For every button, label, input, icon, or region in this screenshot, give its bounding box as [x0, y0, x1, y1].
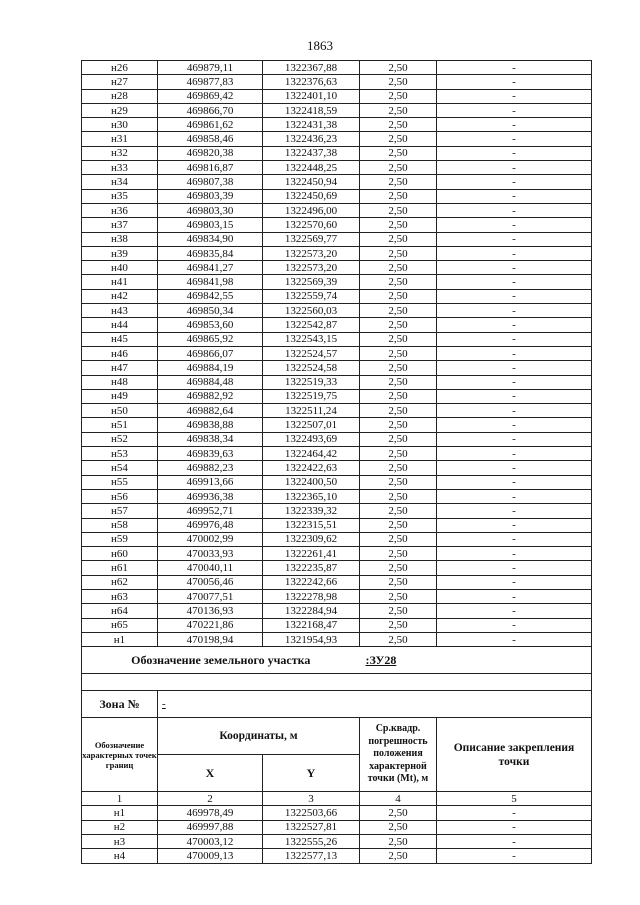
point-name: н64	[82, 604, 158, 618]
y-coordinate: 1322511,24	[263, 404, 360, 418]
y-coordinate: 1322168,47	[263, 618, 360, 632]
x-coordinate: 469877,83	[158, 75, 263, 89]
point-name: н3	[82, 835, 158, 849]
parcel-row	[82, 647, 592, 674]
accuracy-value: 2,50	[360, 575, 437, 589]
table-row	[82, 489, 592, 503]
description-value: -	[437, 461, 592, 475]
x-coordinate: 470221,86	[158, 618, 263, 632]
point-name: н61	[82, 561, 158, 575]
accuracy-value: 2,50	[360, 518, 437, 532]
accuracy-value: 2,50	[360, 103, 437, 117]
x-coordinate: 469879,11	[158, 61, 263, 75]
point-name: н47	[82, 361, 158, 375]
accuracy-value: 2,50	[360, 361, 437, 375]
x-coordinate: 470003,12	[158, 835, 263, 849]
description-value: -	[437, 604, 592, 618]
x-coordinate: 469803,39	[158, 189, 263, 203]
table-row	[82, 289, 592, 303]
y-coordinate: 1322464,42	[263, 447, 360, 461]
x-coordinate: 470077,51	[158, 589, 263, 603]
point-name: н48	[82, 375, 158, 389]
y-coordinate: 1322527,81	[263, 820, 360, 834]
description-value: -	[437, 575, 592, 589]
y-coordinate: 1322261,41	[263, 547, 360, 561]
table-row	[82, 361, 592, 375]
accuracy-value: 2,50	[360, 189, 437, 203]
y-coordinate: 1322418,59	[263, 103, 360, 117]
y-coordinate: 1322573,20	[263, 246, 360, 260]
point-name: н35	[82, 189, 158, 203]
description-value: -	[437, 518, 592, 532]
table-row	[82, 806, 592, 820]
header-point-designation: Обозначение характерных точек границ	[82, 718, 158, 792]
accuracy-value: 2,50	[360, 246, 437, 260]
x-coordinate: 469839,63	[158, 447, 263, 461]
description-value: -	[437, 332, 592, 346]
description-value: -	[437, 418, 592, 432]
zone-row	[82, 691, 592, 718]
y-coordinate: 1321954,93	[263, 632, 360, 646]
x-coordinate: 469838,88	[158, 418, 263, 432]
y-coordinate: 1322450,69	[263, 189, 360, 203]
y-coordinate: 1322524,57	[263, 346, 360, 360]
point-name: н33	[82, 161, 158, 175]
x-coordinate: 469976,48	[158, 518, 263, 532]
column-number: 2	[158, 792, 263, 806]
table-row	[82, 346, 592, 360]
point-name: н56	[82, 489, 158, 503]
description-value: -	[437, 161, 592, 175]
table-row	[82, 547, 592, 561]
table-row	[82, 475, 592, 489]
description-value: -	[437, 261, 592, 275]
description-value: -	[437, 375, 592, 389]
x-coordinate: 470198,94	[158, 632, 263, 646]
table-row	[82, 261, 592, 275]
y-coordinate: 1322401,10	[263, 89, 360, 103]
table-row	[82, 618, 592, 632]
accuracy-value: 2,50	[360, 447, 437, 461]
point-name: н32	[82, 146, 158, 160]
point-name: н43	[82, 304, 158, 318]
point-name: н1	[82, 632, 158, 646]
accuracy-value: 2,50	[360, 289, 437, 303]
point-name: н28	[82, 89, 158, 103]
table-row	[82, 604, 592, 618]
point-name: н60	[82, 547, 158, 561]
y-coordinate: 1322496,00	[263, 203, 360, 217]
accuracy-value: 2,50	[360, 132, 437, 146]
x-coordinate: 469858,46	[158, 132, 263, 146]
description-value: -	[437, 61, 592, 75]
point-name: н4	[82, 849, 158, 863]
point-name: н62	[82, 575, 158, 589]
x-coordinate: 470040,11	[158, 561, 263, 575]
header-x: X	[158, 755, 263, 792]
point-name: н34	[82, 175, 158, 189]
description-value: -	[437, 806, 592, 820]
bottom-rows	[82, 806, 592, 863]
description-value: -	[437, 175, 592, 189]
table-row	[82, 118, 592, 132]
point-name: н58	[82, 518, 158, 532]
description-value: -	[437, 835, 592, 849]
parcel-code: :ЗУ28	[360, 647, 592, 674]
x-coordinate: 469882,64	[158, 404, 263, 418]
zone-value: -	[158, 691, 592, 718]
x-coordinate: 469850,34	[158, 304, 263, 318]
y-coordinate: 1322569,77	[263, 232, 360, 246]
parcel-label: Обозначение земельного участка	[82, 647, 360, 674]
description-value: -	[437, 589, 592, 603]
table-row	[82, 61, 592, 75]
x-coordinate: 469807,38	[158, 175, 263, 189]
description-value: -	[437, 346, 592, 360]
y-coordinate: 1322524,58	[263, 361, 360, 375]
description-value: -	[437, 632, 592, 646]
accuracy-value: 2,50	[360, 89, 437, 103]
header-row-1	[82, 718, 592, 755]
accuracy-value: 2,50	[360, 318, 437, 332]
point-name: н44	[82, 318, 158, 332]
column-number: 5	[437, 792, 592, 806]
point-name: н57	[82, 504, 158, 518]
spacer	[82, 674, 592, 691]
y-coordinate: 1322315,51	[263, 518, 360, 532]
x-coordinate: 469803,30	[158, 203, 263, 217]
y-coordinate: 1322436,23	[263, 132, 360, 146]
description-value: -	[437, 547, 592, 561]
x-coordinate: 469816,87	[158, 161, 263, 175]
accuracy-value: 2,50	[360, 475, 437, 489]
x-coordinate: 469842,55	[158, 289, 263, 303]
y-coordinate: 1322559,74	[263, 289, 360, 303]
accuracy-value: 2,50	[360, 332, 437, 346]
description-value: -	[437, 75, 592, 89]
y-coordinate: 1322284,94	[263, 604, 360, 618]
table-row	[82, 304, 592, 318]
description-value: -	[437, 432, 592, 446]
description-value: -	[437, 203, 592, 217]
zone-label: Зона №	[82, 691, 158, 718]
accuracy-value: 2,50	[360, 275, 437, 289]
x-coordinate: 469997,88	[158, 820, 263, 834]
accuracy-value: 2,50	[360, 61, 437, 75]
y-coordinate: 1322309,62	[263, 532, 360, 546]
accuracy-value: 2,50	[360, 175, 437, 189]
point-name: н45	[82, 332, 158, 346]
y-coordinate: 1322422,63	[263, 461, 360, 475]
table-row	[82, 389, 592, 403]
description-value: -	[437, 289, 592, 303]
x-coordinate: 469882,23	[158, 461, 263, 475]
x-coordinate: 469866,07	[158, 346, 263, 360]
point-name: н1	[82, 806, 158, 820]
x-coordinate: 469882,92	[158, 389, 263, 403]
point-name: н54	[82, 461, 158, 475]
table-row	[82, 146, 592, 160]
point-name: н52	[82, 432, 158, 446]
x-coordinate: 469884,19	[158, 361, 263, 375]
accuracy-value: 2,50	[360, 489, 437, 503]
y-coordinate: 1322542,87	[263, 318, 360, 332]
table-row	[82, 89, 592, 103]
accuracy-value: 2,50	[360, 504, 437, 518]
column-numbers-row	[82, 792, 592, 806]
point-name: н42	[82, 289, 158, 303]
y-coordinate: 1322431,38	[263, 118, 360, 132]
description-value: -	[437, 389, 592, 403]
point-name: н65	[82, 618, 158, 632]
coordinates-table	[81, 60, 592, 864]
table-row	[82, 218, 592, 232]
accuracy-value: 2,50	[360, 389, 437, 403]
column-number: 1	[82, 792, 158, 806]
point-name: н41	[82, 275, 158, 289]
table-row	[82, 532, 592, 546]
accuracy-value: 2,50	[360, 547, 437, 561]
y-coordinate: 1322493,69	[263, 432, 360, 446]
y-coordinate: 1322570,60	[263, 218, 360, 232]
accuracy-value: 2,50	[360, 589, 437, 603]
table-row	[82, 432, 592, 446]
point-name: н51	[82, 418, 158, 432]
table-row	[82, 518, 592, 532]
x-coordinate: 469853,60	[158, 318, 263, 332]
y-coordinate: 1322555,26	[263, 835, 360, 849]
y-coordinate: 1322450,94	[263, 175, 360, 189]
x-coordinate: 469913,66	[158, 475, 263, 489]
accuracy-value: 2,50	[360, 418, 437, 432]
y-coordinate: 1322376,63	[263, 75, 360, 89]
accuracy-value: 2,50	[360, 806, 437, 820]
y-coordinate: 1322519,75	[263, 389, 360, 403]
x-coordinate: 470009,13	[158, 849, 263, 863]
x-coordinate: 469865,92	[158, 332, 263, 346]
table-row	[82, 375, 592, 389]
table-row	[82, 632, 592, 646]
table-row	[82, 232, 592, 246]
accuracy-value: 2,50	[360, 261, 437, 275]
table-row	[82, 75, 592, 89]
table-row	[82, 418, 592, 432]
table-row	[82, 835, 592, 849]
description-value: -	[437, 475, 592, 489]
table-row	[82, 246, 592, 260]
description-value: -	[437, 504, 592, 518]
table-row	[82, 175, 592, 189]
accuracy-value: 2,50	[360, 432, 437, 446]
y-coordinate: 1322339,32	[263, 504, 360, 518]
y-coordinate: 1322437,38	[263, 146, 360, 160]
x-coordinate: 469952,71	[158, 504, 263, 518]
description-value: -	[437, 118, 592, 132]
x-coordinate: 469869,42	[158, 89, 263, 103]
description-value: -	[437, 532, 592, 546]
x-coordinate: 470136,93	[158, 604, 263, 618]
point-name: н36	[82, 203, 158, 217]
parcel-section	[82, 647, 592, 806]
x-coordinate: 469884,48	[158, 375, 263, 389]
x-coordinate: 470056,46	[158, 575, 263, 589]
y-coordinate: 1322543,15	[263, 332, 360, 346]
point-name: н39	[82, 246, 158, 260]
description-value: -	[437, 132, 592, 146]
description-value: -	[437, 447, 592, 461]
point-name: н63	[82, 589, 158, 603]
y-coordinate: 1322367,88	[263, 61, 360, 75]
accuracy-value: 2,50	[360, 604, 437, 618]
table-row	[82, 589, 592, 603]
table-row	[82, 575, 592, 589]
x-coordinate: 469838,34	[158, 432, 263, 446]
y-coordinate: 1322507,01	[263, 418, 360, 432]
column-number: 4	[360, 792, 437, 806]
y-coordinate: 1322235,87	[263, 561, 360, 575]
x-coordinate: 469820,38	[158, 146, 263, 160]
x-coordinate: 469866,70	[158, 103, 263, 117]
description-value: -	[437, 820, 592, 834]
accuracy-value: 2,50	[360, 561, 437, 575]
description-value: -	[437, 849, 592, 863]
description-value: -	[437, 232, 592, 246]
y-coordinate: 1322577,13	[263, 849, 360, 863]
x-coordinate: 470002,99	[158, 532, 263, 546]
accuracy-value: 2,50	[360, 375, 437, 389]
x-coordinate: 469861,62	[158, 118, 263, 132]
y-coordinate: 1322573,20	[263, 261, 360, 275]
y-coordinate: 1322448,25	[263, 161, 360, 175]
accuracy-value: 2,50	[360, 203, 437, 217]
description-value: -	[437, 146, 592, 160]
point-name: н31	[82, 132, 158, 146]
table-row	[82, 461, 592, 475]
y-coordinate: 1322400,50	[263, 475, 360, 489]
x-coordinate: 469834,90	[158, 232, 263, 246]
description-value: -	[437, 275, 592, 289]
point-name: н46	[82, 346, 158, 360]
table-row	[82, 561, 592, 575]
point-name: н26	[82, 61, 158, 75]
point-name: н27	[82, 75, 158, 89]
x-coordinate: 469978,49	[158, 806, 263, 820]
description-value: -	[437, 618, 592, 632]
description-value: -	[437, 489, 592, 503]
accuracy-value: 2,50	[360, 218, 437, 232]
description-value: -	[437, 246, 592, 260]
point-name: н37	[82, 218, 158, 232]
accuracy-value: 2,50	[360, 835, 437, 849]
description-value: -	[437, 404, 592, 418]
x-coordinate: 469841,98	[158, 275, 263, 289]
accuracy-value: 2,50	[360, 532, 437, 546]
header-description: Описание закрепления точки	[437, 718, 592, 792]
point-name: н50	[82, 404, 158, 418]
point-name: н29	[82, 103, 158, 117]
accuracy-value: 2,50	[360, 820, 437, 834]
x-coordinate: 469803,15	[158, 218, 263, 232]
accuracy-value: 2,50	[360, 146, 437, 160]
y-coordinate: 1322560,03	[263, 304, 360, 318]
page-number: 1863	[307, 38, 333, 53]
header-accuracy: Ср.квадр. погрешность положения характерной точки (Mt), м	[360, 718, 437, 792]
y-coordinate: 1322365,10	[263, 489, 360, 503]
point-name: н49	[82, 389, 158, 403]
table-row	[82, 820, 592, 834]
column-number: 3	[263, 792, 360, 806]
y-coordinate: 1322519,33	[263, 375, 360, 389]
header-y: Y	[263, 755, 360, 792]
description-value: -	[437, 218, 592, 232]
accuracy-value: 2,50	[360, 346, 437, 360]
y-coordinate: 1322503,66	[263, 806, 360, 820]
table-row	[82, 103, 592, 117]
point-name: н53	[82, 447, 158, 461]
accuracy-value: 2,50	[360, 849, 437, 863]
description-value: -	[437, 189, 592, 203]
point-name: н30	[82, 118, 158, 132]
spacer-row	[82, 674, 592, 691]
accuracy-value: 2,50	[360, 161, 437, 175]
x-coordinate: 469835,84	[158, 246, 263, 260]
point-name: н38	[82, 232, 158, 246]
point-name: н59	[82, 532, 158, 546]
table-row	[82, 318, 592, 332]
description-value: -	[437, 304, 592, 318]
accuracy-value: 2,50	[360, 232, 437, 246]
table-row	[82, 132, 592, 146]
accuracy-value: 2,50	[360, 461, 437, 475]
accuracy-value: 2,50	[360, 75, 437, 89]
table-row	[82, 275, 592, 289]
description-value: -	[437, 561, 592, 575]
accuracy-value: 2,50	[360, 618, 437, 632]
table-row	[82, 504, 592, 518]
y-coordinate: 1322242,66	[263, 575, 360, 589]
accuracy-value: 2,50	[360, 404, 437, 418]
table-row	[82, 447, 592, 461]
accuracy-value: 2,50	[360, 118, 437, 132]
accuracy-value: 2,50	[360, 632, 437, 646]
x-coordinate: 470033,93	[158, 547, 263, 561]
table-row	[82, 161, 592, 175]
x-coordinate: 469841,27	[158, 261, 263, 275]
description-value: -	[437, 318, 592, 332]
header-coordinates: Координаты, м	[158, 718, 360, 755]
top-rows	[82, 61, 592, 647]
table-row	[82, 849, 592, 863]
point-name: н2	[82, 820, 158, 834]
x-coordinate: 469936,38	[158, 489, 263, 503]
y-coordinate: 1322569,39	[263, 275, 360, 289]
description-value: -	[437, 103, 592, 117]
table-row	[82, 203, 592, 217]
y-coordinate: 1322278,98	[263, 589, 360, 603]
table-row	[82, 189, 592, 203]
description-value: -	[437, 89, 592, 103]
accuracy-value: 2,50	[360, 304, 437, 318]
point-name: н40	[82, 261, 158, 275]
description-value: -	[437, 361, 592, 375]
table-row	[82, 332, 592, 346]
table-row	[82, 404, 592, 418]
point-name: н55	[82, 475, 158, 489]
